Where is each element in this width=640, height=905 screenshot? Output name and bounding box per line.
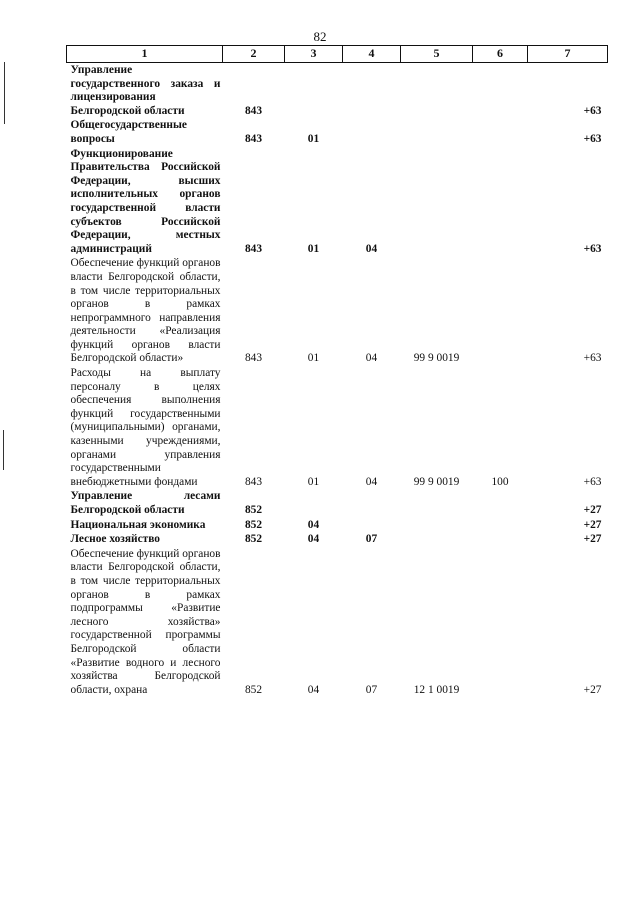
row-label-cell: Управление государственного заказа и лицензирования Белгородской области — [70, 64, 221, 117]
row-value-cell: 843 — [244, 352, 263, 365]
row-value-cell: +27 — [583, 504, 602, 516]
row-value-cell: 100 — [491, 475, 509, 488]
row-value-cell: 843 — [244, 242, 263, 255]
column-header: 1 — [67, 46, 223, 63]
column-header: 6 — [473, 46, 528, 63]
column-header: 3 — [285, 46, 343, 63]
row-value-cell: 99 9 0019 — [413, 352, 460, 365]
row-value-cell — [401, 118, 473, 146]
row-value-cell: 04 — [365, 242, 378, 255]
row-value-cell: 99 9 0019 — [413, 475, 460, 488]
row-value-cell — [473, 547, 528, 698]
row-value-cell — [473, 518, 528, 533]
row-value-cell — [401, 518, 473, 533]
column-header: 7 — [528, 46, 608, 63]
row-label-cell: Расходы на выплату персоналу в целях обеспечения выполнения функций государственными (муниципальными) органами, казенными учреждениями, органами управления государственными внебюджетными фондами — [70, 367, 221, 488]
row-label-cell: Лесное хозяйство — [70, 533, 161, 546]
row-value-cell — [401, 63, 473, 119]
table-body — [67, 63, 608, 698]
row-value-cell — [473, 256, 528, 366]
table-row — [67, 256, 608, 366]
table-row — [67, 63, 608, 119]
row-value-cell: 07 — [365, 683, 378, 696]
column-header: 5 — [401, 46, 473, 63]
row-value-cell: 04 — [365, 352, 378, 365]
row-label-cell: Обеспечение функций органов власти Белгородской области, в том числе территориальных органов в рамках непрограммного направления деятельности «Реализация функций органов власти Белгородской области» — [70, 257, 221, 365]
row-value-cell — [473, 63, 528, 119]
row-value-cell: 843 — [244, 104, 263, 117]
table-row — [67, 518, 608, 533]
row-label-cell: Национальная экономика — [70, 518, 206, 531]
row-value-cell — [343, 63, 401, 119]
row-label-cell: Обеспечение функций органов власти Белгородской области, в том числе территориальных органов в рамках подпрограммы «Развитие лесного хозяйства» государственной программы Белгородской области «Развитие водного и лесного хозяйства Белгородской области, охрана — [70, 547, 221, 696]
table-row — [67, 532, 608, 547]
row-value-cell — [401, 532, 473, 547]
row-value-cell: 01 — [307, 132, 320, 145]
row-value-cell: +27 — [583, 518, 602, 531]
row-value-cell: +63 — [583, 352, 602, 365]
table-row — [67, 118, 608, 146]
row-value-cell — [401, 147, 473, 257]
row-value-cell — [343, 118, 401, 146]
row-value-cell: 852 — [244, 504, 263, 516]
row-value-cell: 852 — [244, 518, 263, 531]
budget-table — [66, 45, 608, 697]
row-value-cell: +63 — [583, 242, 602, 255]
column-header: 4 — [343, 46, 401, 63]
row-value-cell: +63 — [583, 132, 602, 145]
scan-edge-mark — [3, 430, 4, 470]
row-value-cell — [285, 63, 343, 119]
row-value-cell — [473, 532, 528, 547]
row-value-cell — [473, 147, 528, 257]
row-value-cell: 852 — [244, 533, 263, 546]
row-value-cell — [343, 518, 401, 533]
column-header: 2 — [223, 46, 285, 63]
table-row — [67, 366, 608, 489]
row-value-cell: 04 — [307, 533, 320, 546]
row-value-cell: 07 — [365, 533, 378, 546]
table-row — [67, 547, 608, 698]
row-value-cell: +63 — [583, 475, 602, 488]
table-row — [67, 489, 608, 517]
row-label-cell: Функционирование Правительства Российской Федерации, высших исполнительных органов государственной власти субъектов Российской Федерации, местных администраций — [70, 147, 221, 255]
row-value-cell — [473, 489, 528, 517]
row-value-cell: 01 — [307, 352, 320, 365]
row-value-cell: 852 — [244, 683, 263, 696]
row-label-cell: Управление лесами Белгородской области — [70, 490, 221, 516]
row-value-cell: +27 — [583, 533, 602, 546]
row-value-cell — [343, 489, 401, 517]
table-row — [67, 147, 608, 257]
table-header-row — [67, 46, 608, 63]
row-value-cell — [401, 489, 473, 517]
row-value-cell: 04 — [307, 518, 320, 531]
row-value-cell: 01 — [307, 475, 320, 488]
row-value-cell: +63 — [583, 104, 602, 117]
row-value-cell — [473, 118, 528, 146]
row-label-cell: Общегосударственные вопросы — [70, 119, 187, 145]
row-value-cell: +27 — [583, 683, 602, 696]
row-value-cell: 843 — [244, 475, 263, 488]
scan-edge-mark — [4, 62, 5, 124]
row-value-cell: 843 — [244, 132, 263, 145]
row-value-cell: 04 — [365, 475, 378, 488]
page-number: 82 — [313, 29, 327, 44]
row-value-cell — [285, 489, 343, 517]
row-value-cell: 04 — [307, 683, 320, 696]
row-value-cell: 01 — [307, 242, 320, 255]
row-value-cell: 12 1 0019 — [413, 683, 460, 696]
